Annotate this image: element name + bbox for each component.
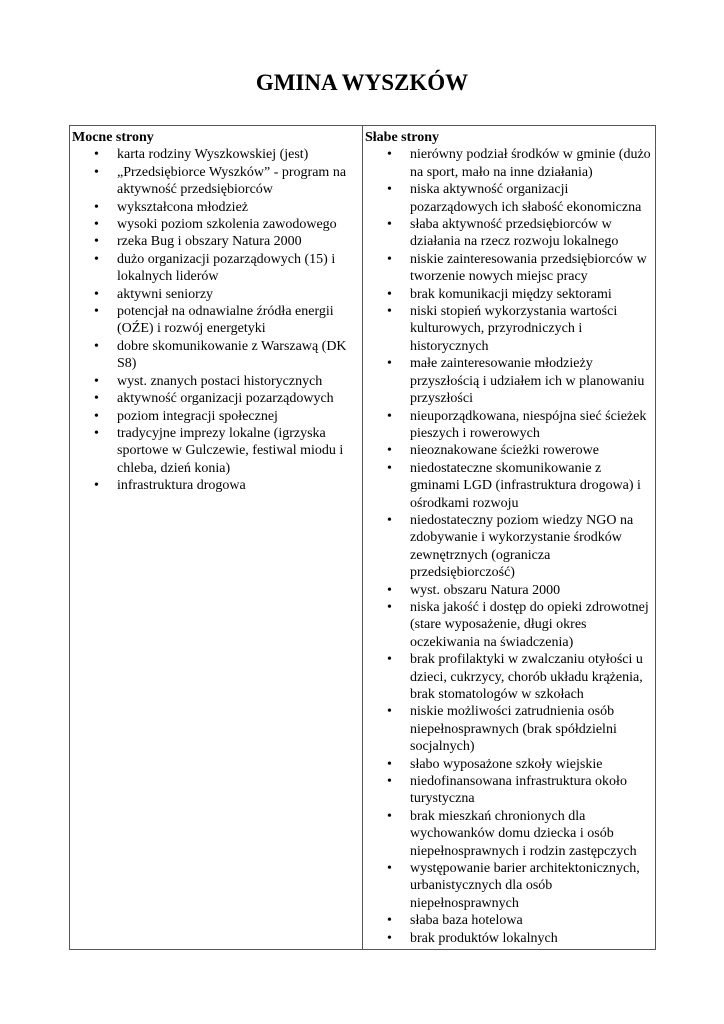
list-item: • słaba baza hotelowa bbox=[365, 912, 655, 929]
list-item: • niskie zainteresowania przedsiębiorców w tworzenie nowych miejsc pracy bbox=[365, 251, 655, 286]
list-item: • niedostateczny poziom wiedzy NGO na zdobywanie i wykorzystanie środków zewnętrznych (ogranicza przedsiębiorczość) bbox=[365, 512, 655, 582]
strengths-heading: Mocne strony bbox=[72, 130, 154, 145]
list-item: • wyst. obszaru Natura 2000 bbox=[365, 582, 655, 599]
list-item: • niskie możliwości zatrudnienia osób niepełnosprawnych (brak spółdzielni socjalnych) bbox=[365, 703, 655, 755]
list-item: • brak produktów lokalnych bbox=[365, 930, 655, 947]
list-item: • wykształcona młodzież bbox=[72, 199, 362, 216]
list-item: • wyst. znanych postaci historycznych bbox=[72, 373, 362, 390]
list-item: • słaba aktywność przedsiębiorców w działania na rzecz rozwoju lokalnego bbox=[365, 216, 655, 251]
list-item: • występowanie barier architektonicznych, urbanistycznych dla osób niepełnosprawnych bbox=[365, 860, 655, 912]
list-item: • poziom integracji społecznej bbox=[72, 408, 362, 425]
strengths-list bbox=[72, 146, 362, 494]
list-item: • aktywność organizacji pozarządowych bbox=[72, 390, 362, 407]
list-item: • niedostateczne skomunikowanie z gminami LGD (infrastruktura drogowa) i ośrodkami rozwoju bbox=[365, 460, 655, 512]
strengths-column bbox=[70, 126, 363, 949]
list-item: • nieuporządkowana, niespójna sieć ścieżek pieszych i rowerowych bbox=[365, 408, 655, 443]
list-item: • niska aktywność organizacji pozarządowych ich słabość ekonomiczna bbox=[365, 181, 655, 216]
list-item: • brak profilaktyki w zwalczaniu otyłości u dzieci, cukrzycy, chorób układu krążenia, brak stomatologów w szkołach bbox=[365, 651, 655, 703]
list-item: • potencjał na odnawialne źródła energii (OŹE) i rozwój energetyki bbox=[72, 303, 362, 338]
list-item: • karta rodziny Wyszkowskiej (jest) bbox=[72, 146, 362, 163]
list-item: • rzeka Bug i obszary Natura 2000 bbox=[72, 233, 362, 250]
list-item: • brak komunikacji między sektorami bbox=[365, 286, 655, 303]
list-item: • niski stopień wykorzystania wartości kulturowych, przyrodniczych i historycznych bbox=[365, 303, 655, 355]
list-item: • aktywni seniorzy bbox=[72, 286, 362, 303]
list-item: • niska jakość i dostęp do opieki zdrowotnej (stare wyposażenie, długi okres oczekiwania na świadczenia) bbox=[365, 599, 655, 651]
list-item: • nierówny podział środków w gminie (dużo na sport, mało na inne działania) bbox=[365, 146, 655, 181]
swot-table bbox=[69, 125, 656, 950]
list-item: • słabo wyposażone szkoły wiejskie bbox=[365, 756, 655, 773]
list-item: • tradycyjne imprezy lokalne (igrzyska sportowe w Gulczewie, festiwal miodu i chleba, dzień konia) bbox=[72, 425, 362, 477]
weaknesses-heading: Słabe strony bbox=[365, 130, 440, 145]
list-item: • nieoznakowane ścieżki rowerowe bbox=[365, 442, 655, 459]
list-item: • dobre skomunikowanie z Warszawą (DK S8) bbox=[72, 338, 362, 373]
list-item: • dużo organizacji pozarządowych (15) i lokalnych liderów bbox=[72, 251, 362, 286]
page-title: GMINA WYSZKÓW bbox=[255, 70, 469, 95]
list-item: • małe zainteresowanie młodzieży przyszłością i udziałem ich w planowaniu przyszłości bbox=[365, 355, 655, 407]
list-item: • brak mieszkań chronionych dla wychowanków domu dziecka i osób niepełnosprawnych i rodzin zastępczych bbox=[365, 808, 655, 860]
weaknesses-column bbox=[363, 126, 655, 949]
weaknesses-list bbox=[365, 146, 655, 947]
list-item: • infrastruktura drogowa bbox=[72, 477, 362, 494]
list-item: • „Przedsiębiorce Wyszków” - program na aktywność przedsiębiorców bbox=[72, 164, 362, 199]
list-item: • niedofinansowana infrastruktura około turystyczna bbox=[365, 773, 655, 808]
list-item: • wysoki poziom szkolenia zawodowego bbox=[72, 216, 362, 233]
